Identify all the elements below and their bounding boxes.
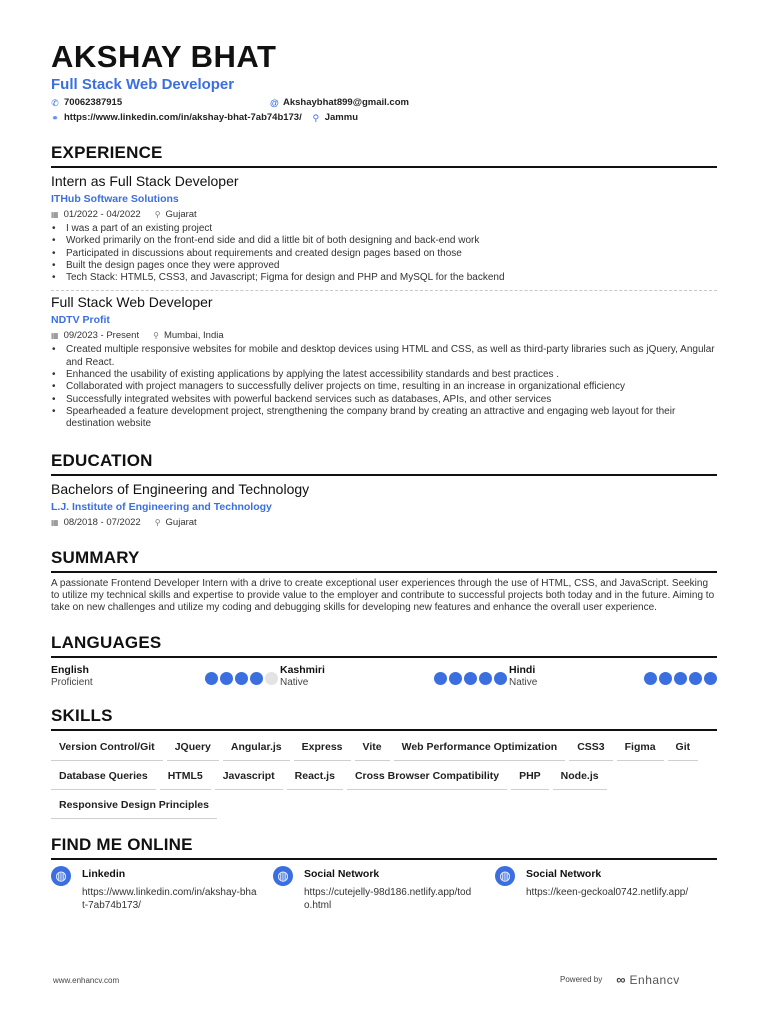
skill-tag: CSS3 [569, 736, 612, 761]
job-location [153, 330, 224, 342]
enhancv-logo-icon: ∞ [616, 972, 624, 987]
education-school: L.J. Institute of Engineering and Technology [51, 500, 272, 513]
job-location [155, 209, 197, 221]
education-dates [51, 517, 141, 529]
phone-icon: ✆ [51, 98, 59, 108]
online-title: Social Network [304, 868, 380, 881]
bullet-item: • I was a part of an existing project [51, 223, 717, 235]
bullet-item: • Participated in discussions about requirements and created design pages based on those [51, 248, 717, 260]
language-level: Proficient [51, 677, 93, 689]
rating-dot-filled [464, 672, 477, 685]
skill-tag: Angular.js [223, 736, 290, 761]
skill-tag: Express [294, 736, 351, 761]
language-level: Native [509, 677, 538, 689]
bullet-item: • Collaborated with project managers to successfully deliver projects on time, resulting in an increase in organizational efficiency [51, 381, 717, 393]
experience-heading: EXPERIENCE [51, 143, 717, 168]
location-pin-icon: ⚲ [153, 331, 159, 341]
language-level: Native [280, 677, 309, 689]
job-bullets [51, 344, 717, 430]
language-name: Kashmiri [280, 664, 325, 677]
online-heading: FIND ME ONLINE [51, 835, 717, 860]
language-name: Hindi [509, 664, 536, 677]
online-url[interactable]: https://keen-geckoal0742.netlify.app/ [526, 887, 689, 899]
skill-tag: JQuery [167, 736, 219, 761]
language-rating [642, 667, 717, 689]
online-title: Linkedin [82, 868, 126, 881]
skill-tag: Figma [617, 736, 664, 761]
summary-heading: SUMMARY [51, 548, 717, 573]
skill-tag: PHP [511, 765, 549, 790]
job-company: ITHub Software Solutions [51, 193, 179, 205]
job-role: Intern as Full Stack Developer [51, 173, 239, 189]
contact-row-1 [51, 97, 717, 109]
online-url[interactable]: https://www.linkedin.com/in/akshay-bhat-7ab74b173/ [82, 887, 257, 911]
rating-dot-filled [689, 672, 702, 685]
bullet-item: • Successfully integrated websites with powerful backend services such as databases, APIs, and other services [51, 394, 717, 406]
skills-heading: SKILLS [51, 706, 717, 731]
skill-tag: Javascript [215, 765, 283, 790]
education-dates-text: 08/2018 - 07/2022 [63, 516, 141, 528]
calendar-icon: ▦ [51, 517, 59, 527]
link-icon: ⚭ [51, 113, 59, 123]
phone-text: 70062387915 [64, 97, 123, 108]
job-location-text: Gujarat [165, 209, 197, 220]
online-links [51, 866, 717, 912]
rating-dot-filled [220, 672, 233, 685]
online-url[interactable]: https://cutejelly-98d186.netlify.app/todo.html [304, 887, 472, 911]
skill-tag: Cross Browser Compatibility [347, 765, 507, 790]
rating-dot-filled [235, 672, 248, 685]
bullet-item: • Worked primarily on the front-end side and did a little bit of both designing and back-end work [51, 235, 717, 247]
location-contact [312, 112, 358, 124]
location-text: Jammu [324, 112, 358, 123]
at-icon: @ [270, 98, 279, 108]
job-meta [51, 209, 717, 221]
job-meta [51, 330, 717, 342]
bullet-item: • Tech Stack: HTML5, CSS3, and Javascript; Figma for design and PHP and MySQL for the backend [51, 272, 717, 284]
candidate-name: AKSHAY BHAT [51, 39, 277, 74]
email-contact[interactable] [270, 97, 409, 109]
skill-tag: Database Queries [51, 765, 156, 790]
skill-tag: Version Control/Git [51, 736, 163, 761]
online-item [495, 866, 717, 912]
rating-dot-filled [659, 672, 672, 685]
contact-row-2 [51, 112, 717, 124]
job-dates [51, 209, 141, 221]
rating-dot-filled [674, 672, 687, 685]
language-item [509, 664, 717, 689]
education-degree: Bachelors of Engineering and Technology [51, 480, 310, 497]
globe-icon: ◍ [273, 866, 293, 886]
language-rating [432, 667, 507, 689]
rating-dot-filled [479, 672, 492, 685]
footer-branding [560, 972, 680, 987]
online-item [273, 866, 495, 912]
education-location [155, 517, 197, 529]
skills-list [51, 736, 717, 823]
education-heading: EDUCATION [51, 451, 717, 476]
bullet-item: • Spearheaded a feature development project, strengthening the company brand by creating an attractive and engaging web layout for their destination website [51, 406, 717, 431]
online-item [51, 866, 273, 912]
rating-dot-filled [250, 672, 263, 685]
rating-dot-filled [449, 672, 462, 685]
brand-name: Enhancv [629, 972, 680, 987]
calendar-icon: ▦ [51, 331, 59, 341]
skill-tag: Git [668, 736, 699, 761]
globe-icon: ◍ [495, 866, 515, 886]
language-item [51, 664, 280, 689]
bullet-item: • Enhanced the usability of existing applications by applying the latest accessibility standards and best practices . [51, 369, 717, 381]
candidate-title: Full Stack Web Developer [51, 76, 235, 93]
rating-dot-filled [704, 672, 717, 685]
rating-dot-filled [644, 672, 657, 685]
skill-tag: Vite [355, 736, 390, 761]
calendar-icon: ▦ [51, 210, 59, 219]
skill-tag: Web Performance Optimization [394, 736, 566, 761]
phone-contact [51, 97, 270, 109]
rating-dot-filled [434, 672, 447, 685]
rating-dot-filled [205, 672, 218, 685]
resume-page [51, 40, 717, 912]
location-pin-icon: ⚲ [312, 113, 320, 123]
job-bullets [51, 223, 717, 284]
language-name: English [51, 664, 89, 677]
powered-by-text: Powered by [560, 975, 603, 984]
job-dates [51, 330, 139, 342]
skill-tag: HTML5 [160, 765, 211, 790]
rating-dot-empty [265, 672, 278, 685]
bullet-item: • Built the design pages once they were approved [51, 260, 717, 272]
languages-heading: LANGUAGES [51, 633, 717, 658]
education-meta [51, 517, 717, 529]
footer-site[interactable]: www.enhancv.com [53, 976, 120, 985]
education-location-text: Gujarat [165, 516, 197, 528]
linkedin-contact[interactable] [51, 112, 302, 124]
location-pin-icon: ⚲ [154, 210, 161, 219]
location-pin-icon: ⚲ [154, 517, 161, 527]
job-entry [51, 294, 717, 430]
online-title: Social Network [526, 868, 602, 881]
skill-tag: Responsive Design Principles [51, 794, 217, 819]
language-rating [203, 667, 278, 689]
job-dates-text: 09/2023 - Present [63, 330, 140, 342]
skill-tag: React.js [287, 765, 343, 790]
job-dates-text: 01/2022 - 04/2022 [63, 209, 141, 220]
job-location-text: Mumbai, India [163, 330, 224, 342]
linkedin-text[interactable]: https://www.linkedin.com/in/akshay-bhat-7ab74b173/ [64, 112, 302, 123]
skill-tag: Node.js [553, 765, 607, 790]
job-company: NDTV Profit [51, 314, 110, 327]
rating-dot-filled [494, 672, 507, 685]
summary-text: A passionate Frontend Developer Intern with a drive to create exceptional user experiences through the use of HTML, CSS, and JavaScript. Seeking to utilize my technical skills and expertise to provide value to the employer and contribute to successful projects both today and in the future. Aiming to take on new challenges and utilize my coding and debugging skills for developing new features and enhance the overall user experience. [51, 577, 715, 614]
languages-grid [51, 664, 717, 689]
email-text[interactable]: Akshaybhat899@gmail.com [283, 97, 409, 108]
globe-icon: ◍ [51, 866, 71, 886]
job-divider [51, 290, 717, 291]
job-entry [51, 173, 717, 284]
job-role: Full Stack Web Developer [51, 294, 213, 311]
language-item [280, 664, 509, 689]
bullet-item: • Created multiple responsive websites for mobile and desktop devices using HTML and CSS, as well as third-party libraries such as jQuery, Angular and React. [51, 344, 717, 369]
